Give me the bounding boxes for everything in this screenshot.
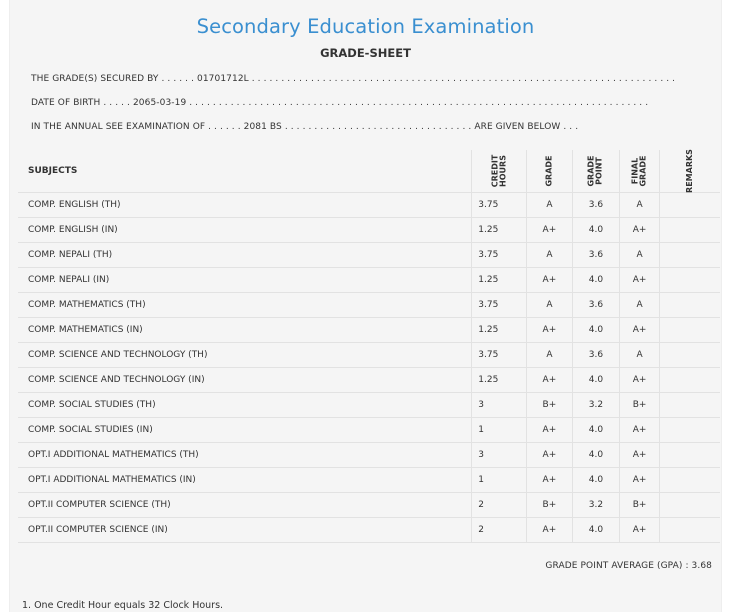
final-grade-cell: B+ — [619, 493, 660, 518]
grade-cell: A — [526, 193, 573, 218]
subject-cell: COMP. NEPALI (TH) — [18, 243, 472, 268]
grade-cell: A — [526, 293, 573, 318]
subject-cell: COMP. SOCIAL STUDIES (TH) — [18, 393, 472, 418]
grade-cell: A+ — [526, 468, 573, 493]
remarks-cell — [660, 268, 720, 293]
final-grade-cell: A — [619, 193, 660, 218]
gpa-value: 3.68 — [691, 561, 712, 571]
grade-point-cell: 4.0 — [573, 418, 620, 443]
grade-point-cell: 4.0 — [573, 468, 620, 493]
subject-cell: COMP. ENGLISH (IN) — [18, 218, 472, 243]
table-header-row — [18, 150, 720, 193]
grade-point-cell: 3.6 — [573, 343, 620, 368]
grade-point-cell: 4.0 — [573, 218, 620, 243]
remarks-cell — [660, 518, 720, 543]
symbol-number: 01701712L — [197, 74, 249, 84]
subject-cell: COMP. MATHEMATICS (IN) — [18, 318, 472, 343]
exam-line — [31, 122, 578, 132]
final-grade-cell: A+ — [619, 318, 660, 343]
final-grade-cell: A — [619, 243, 660, 268]
subject-cell: OPT.I ADDITIONAL MATHEMATICS (IN) — [18, 468, 472, 493]
final-grade-cell: A+ — [619, 518, 660, 543]
credit-hours-cell: 3.75 — [472, 343, 526, 368]
subject-cell: COMP. MATHEMATICS (TH) — [18, 293, 472, 318]
final-grade-cell: A+ — [619, 418, 660, 443]
table-row — [18, 293, 720, 318]
credit-hours-cell: 1 — [472, 468, 526, 493]
secured-by-label: THE GRADE(S) SECURED BY . . . . . . — [31, 74, 195, 84]
credit-hours-cell: 3.75 — [472, 293, 526, 318]
credit-hours-cell: 2 — [472, 493, 526, 518]
exam-suffix: ARE GIVEN BELOW . . . — [474, 122, 579, 132]
final-grade-cell: A — [619, 343, 660, 368]
table-row — [18, 243, 720, 268]
table-row — [18, 518, 720, 543]
grade-cell: A+ — [526, 368, 573, 393]
final-grade-cell: A+ — [619, 218, 660, 243]
table-row — [18, 218, 720, 243]
grade-point-cell: 3.6 — [573, 243, 620, 268]
credit-hour-note: 1. One Credit Hour equals 32 Clock Hours. — [22, 600, 224, 611]
header-grade: GRADE — [526, 150, 573, 193]
remarks-cell — [660, 243, 720, 268]
page-title: Secondary Education Examination — [196, 15, 535, 38]
final-grade-cell: B+ — [619, 393, 660, 418]
grade-cell: A+ — [526, 218, 573, 243]
remarks-cell — [660, 368, 720, 393]
header-grade-point: GRADE POINT — [573, 150, 620, 193]
dob-dots: . . . . . . . . . . . . . . . . . . . . . . . . . . . . . . . . . . . . . . . . . . . . . . . . . . . . . . . . . . . . . . . . . . . . . . . . . . . . . . — [186, 98, 649, 108]
subject-cell: COMP. SCIENCE AND TECHNOLOGY (TH) — [18, 343, 472, 368]
table-row — [18, 443, 720, 468]
grade-cell: B+ — [526, 393, 573, 418]
header-remarks: REMARKS — [660, 150, 720, 193]
grade-point-cell: 3.6 — [573, 193, 620, 218]
grade-point-cell: 4.0 — [573, 518, 620, 543]
final-grade-cell: A — [619, 293, 660, 318]
table-row — [18, 343, 720, 368]
final-grade-cell: A+ — [619, 368, 660, 393]
grade-cell: A+ — [526, 318, 573, 343]
remarks-cell — [660, 293, 720, 318]
table-row — [18, 318, 720, 343]
subject-cell: COMP. SCIENCE AND TECHNOLOGY (IN) — [18, 368, 472, 393]
credit-hours-cell: 1.25 — [472, 368, 526, 393]
subject-cell: COMP. NEPALI (IN) — [18, 268, 472, 293]
remarks-cell — [660, 468, 720, 493]
remarks-cell — [660, 418, 720, 443]
subject-cell: COMP. SOCIAL STUDIES (IN) — [18, 418, 472, 443]
secured-by-dots: . . . . . . . . . . . . . . . . . . . . . . . . . . . . . . . . . . . . . . . . . . . . . . . . . . . . . . . . . . . . . . . . . . . . . . . . — [248, 74, 676, 84]
subject-cell: OPT.II COMPUTER SCIENCE (TH) — [18, 493, 472, 518]
gpa-label: GRADE POINT AVERAGE (GPA) : — [545, 561, 689, 571]
remarks-cell — [660, 218, 720, 243]
dob-label: DATE OF BIRTH . . . . . — [31, 98, 130, 108]
grade-point-cell: 4.0 — [573, 443, 620, 468]
grade-cell: A — [526, 243, 573, 268]
remarks-cell — [660, 393, 720, 418]
grade-cell: A+ — [526, 268, 573, 293]
table-row — [18, 393, 720, 418]
grade-point-cell: 3.2 — [573, 393, 620, 418]
grade-cell: A+ — [526, 518, 573, 543]
gpa-summary — [545, 561, 712, 571]
secured-by-line — [31, 74, 675, 84]
grade-point-cell: 4.0 — [573, 318, 620, 343]
grade-point-cell: 3.6 — [573, 293, 620, 318]
exam-year: 2081 BS — [243, 122, 282, 132]
credit-hours-cell: 3 — [472, 393, 526, 418]
subject-cell: OPT.II COMPUTER SCIENCE (IN) — [18, 518, 472, 543]
grade-cell: A+ — [526, 443, 573, 468]
credit-hours-cell: 1.25 — [472, 218, 526, 243]
table-row — [18, 368, 720, 393]
credit-hours-cell: 2 — [472, 518, 526, 543]
exam-label: IN THE ANNUAL SEE EXAMINATION OF . . . . . . — [31, 122, 241, 132]
remarks-cell — [660, 193, 720, 218]
grade-point-cell: 4.0 — [573, 368, 620, 393]
table-row — [18, 493, 720, 518]
grade-cell: B+ — [526, 493, 573, 518]
credit-hours-cell: 3.75 — [472, 243, 526, 268]
exam-dots: . . . . . . . . . . . . . . . . . . . . . . . . . . . . . . . . — [281, 122, 472, 132]
date-of-birth: 2065-03-19 — [132, 98, 187, 108]
grade-cell: A — [526, 343, 573, 368]
grade-point-cell: 4.0 — [573, 268, 620, 293]
credit-hours-cell: 1 — [472, 418, 526, 443]
remarks-cell — [660, 443, 720, 468]
grade-sheet-heading: GRADE-SHEET — [320, 46, 411, 60]
final-grade-cell: A+ — [619, 468, 660, 493]
final-grade-cell: A+ — [619, 268, 660, 293]
subject-cell: COMP. ENGLISH (TH) — [18, 193, 472, 218]
header-credit-hours: CREDIT HOURS — [472, 150, 526, 193]
credit-hours-cell: 3.75 — [472, 193, 526, 218]
remarks-cell — [660, 493, 720, 518]
credit-hours-cell: 3 — [472, 443, 526, 468]
subject-cell: OPT.I ADDITIONAL MATHEMATICS (TH) — [18, 443, 472, 468]
grade-cell: A+ — [526, 418, 573, 443]
dob-line — [31, 98, 648, 108]
table-row — [18, 468, 720, 493]
remarks-cell — [660, 343, 720, 368]
credit-hours-cell: 1.25 — [472, 318, 526, 343]
remarks-cell — [660, 318, 720, 343]
table-row — [18, 418, 720, 443]
table-row — [18, 193, 720, 218]
grade-point-cell: 3.2 — [573, 493, 620, 518]
credit-hours-cell: 1.25 — [472, 268, 526, 293]
header-subjects: SUBJECTS — [18, 150, 472, 193]
header-final-grade: FINAL GRADE — [619, 150, 660, 193]
final-grade-cell: A+ — [619, 443, 660, 468]
grades-table — [18, 150, 720, 543]
table-row — [18, 268, 720, 293]
